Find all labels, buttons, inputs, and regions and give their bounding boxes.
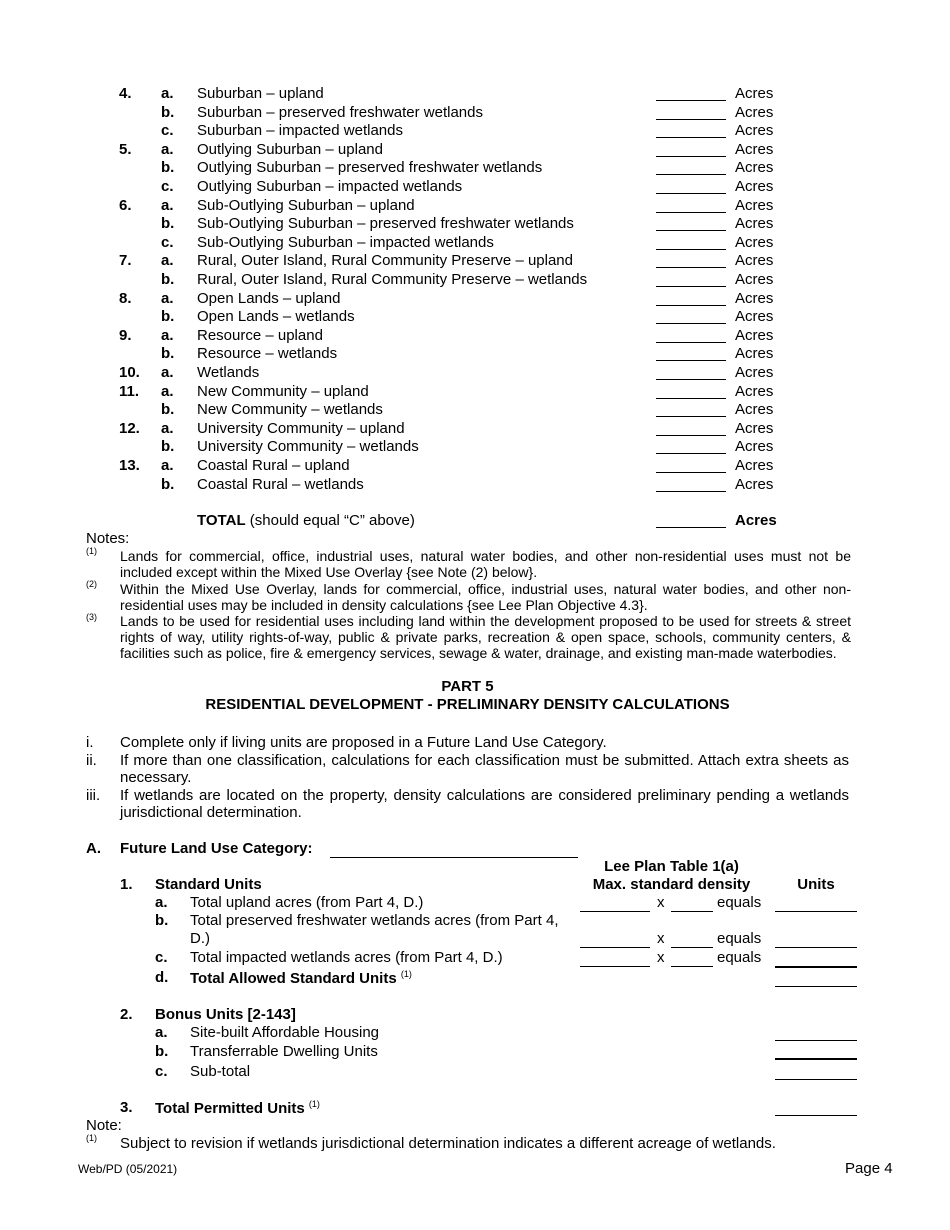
acreage-row [0,344,950,363]
row-letter: c. [161,178,174,195]
notes-heading: Notes: [86,530,130,547]
row-label: Outlying Suburban – preserved freshwater wetlands [197,159,543,177]
row-letter: a. [161,85,174,102]
footnote-marker: (1) [86,1133,97,1143]
row-number: 13. [119,457,140,474]
acres-input-field[interactable] [656,137,726,138]
row-letter: b. [161,271,175,288]
row-label: Rural, Outer Island, Rural Community Preserve – wetlands [197,271,588,288]
standard-a-density-field[interactable] [671,911,713,912]
standard-a-times: x [657,894,665,911]
acres-input-field[interactable] [656,267,726,268]
acreage-row [0,382,950,401]
acres-unit: Acres [735,308,774,326]
acreage-row [0,475,950,494]
note-1: Lands for commercial, office, industrial uses, natural water bodies, and other non-residential uses must not be included except within the Mixed Use Overlay {see Note (2) below}. [120,548,851,580]
standard-d-label: Total Allowed Standard Units $^{(1)}$ [190,969,412,987]
acres-unit: Acres [735,103,774,121]
row-label: Resource – wetlands [197,345,338,363]
note-2: Within the Mixed Use Overlay, lands for commercial, office, industrial uses, natural water bodies, and other non-residential uses may be included in density calculations {see Lee Plan Objective 4.3}. [120,581,851,613]
acres-input-field[interactable] [656,398,726,399]
row-letter: a. [161,419,174,437]
part-title: PART 5 [441,678,494,695]
acres-unit: Acres [735,215,774,233]
acres-unit: Acres [735,271,774,288]
acres-unit: Acres [735,159,774,177]
acreage-row [0,363,950,382]
acreage-row [0,84,950,103]
row-letter: a. [161,457,174,474]
total-label: TOTAL (should equal “C” above) [197,512,415,529]
acres-input-field[interactable] [656,360,726,361]
row-number: 4. [119,85,132,102]
acreage-row [0,251,950,270]
bonus-subtotal-field[interactable] [775,1079,857,1080]
row-label: New Community – wetlands [197,401,383,419]
row-number: 7. [119,252,132,270]
standard-b-times: x [657,930,665,947]
lee-plan-header-2: Max. standard density [592,876,751,893]
acres-input-field[interactable] [656,119,726,120]
bonus-a-label: Site-built Affordable Housing [190,1024,380,1041]
row-label: Coastal Rural – upland [197,457,350,474]
total-acres-field[interactable] [656,527,726,528]
acres-input-field[interactable] [656,379,726,380]
total-acres-unit: Acres [735,512,777,529]
row-number: 5. [119,140,132,158]
row-number: 10. [119,364,140,381]
row-label: Sub-Outlying Suburban – upland [197,196,415,214]
bonus-b-letter: b. [155,1043,169,1060]
row-number: 8. [119,289,132,307]
standard-b-units-field[interactable] [775,947,857,948]
row-letter: a. [161,140,174,158]
standard-a-letter: a. [155,894,168,911]
acres-unit: Acres [735,196,774,214]
total-permitted-field[interactable] [775,1115,857,1116]
total-permitted-num: 3. [120,1099,133,1116]
standard-c-label: Total impacted wetlands acres (from Part 4, D.) [190,949,503,966]
acres-input-field[interactable] [656,472,726,473]
acres-unit: Acres [735,457,774,474]
note-3-marker: (3) [86,612,97,622]
acreage-row [0,177,950,196]
row-letter: b. [161,159,175,177]
acres-unit: Acres [735,233,774,251]
total-permitted-label: Total Permitted Units $^{(1)}$ [155,1099,320,1117]
acres-input-field[interactable] [656,156,726,157]
acreage-row [0,196,950,215]
note-1-marker: (1) [86,546,97,556]
instruction-3-marker: iii. [86,787,101,804]
standard-d-letter: d. [155,969,169,986]
row-label: Suburban – impacted wetlands [197,122,403,140]
acreage-row [0,307,950,326]
standard-d-units-field[interactable] [775,986,857,987]
instruction-1-marker: i. [86,734,94,751]
standard-units-num: 1. [120,876,133,893]
units-header: Units [797,876,835,893]
bonus-b-units-field[interactable] [775,1058,857,1060]
standard-c-letter: c. [155,949,168,966]
row-label: Rural, Outer Island, Rural Community Preserve – upland [197,252,573,270]
row-letter: a. [161,326,174,344]
acres-input-field[interactable] [656,212,726,213]
standard-c-density-field[interactable] [671,966,713,967]
acres-input-field[interactable] [656,249,726,250]
acres-input-field[interactable] [656,491,726,492]
footer-page-number: Page 4 [845,1160,893,1177]
acreage-row [0,419,950,438]
acreage-row [0,326,950,345]
row-letter: a. [161,252,174,270]
row-number: 11. [119,382,140,400]
acreage-row [0,103,950,122]
standard-c-equals: equals [717,949,762,966]
lee-plan-header-1: Lee Plan Table 1(a) [604,858,739,875]
standard-a-equals: equals [717,894,762,911]
acres-unit: Acres [735,252,774,270]
acres-unit: Acres [735,326,774,344]
bonus-b-label: Transferrable Dwelling Units [190,1043,378,1060]
acres-input-field[interactable] [656,453,726,454]
acres-unit: Acres [735,345,774,363]
row-label: Sub-Outlying Suburban – impacted wetlands [197,233,494,251]
footnote-text: Subject to revision if wetlands jurisdictional determination indicates a different acreage of wetlands. [120,1135,776,1152]
part-subtitle: RESIDENTIAL DEVELOPMENT - PRELIMINARY DENSITY CALCULATIONS [205,696,730,713]
row-label: Wetlands [197,364,260,381]
row-label: Open Lands – wetlands [197,308,355,326]
bonus-c-label: Sub-total [190,1063,251,1080]
row-label: Sub-Outlying Suburban – preserved freshwater wetlands [197,215,574,233]
acreage-row [0,437,950,456]
standard-b-letter: b. [155,912,169,929]
note-2-marker: (2) [86,579,97,589]
row-label: University Community – wetlands [197,438,419,456]
acres-unit: Acres [735,382,774,400]
acres-input-field[interactable] [656,435,726,436]
row-letter: a. [161,382,174,400]
note-3: Lands to be used for residential uses including land within the development proposed to be used for streets & street rights of way, utility rights-of-way, public & private parks, recreation & open space, schools, community centers, & facilities such as police, fire & emergency services, sewage & water, drainage, and existing man-made waterbodies. [120,613,851,661]
acres-unit: Acres [735,419,774,437]
instruction-3: If wetlands are located on the property, density calculations are considered preliminary pending a wetlands jurisdictional determination. [120,787,849,821]
standard-b-density-field[interactable] [671,947,713,948]
row-number: 12. [119,419,140,437]
row-label: Suburban – preserved freshwater wetlands [197,103,483,121]
acres-unit: Acres [735,438,774,456]
row-label: Coastal Rural – wetlands [197,475,364,493]
row-letter: a. [161,289,174,307]
row-label: Outlying Suburban – impacted wetlands [197,178,463,195]
row-letter: a. [161,364,174,381]
row-letter: b. [161,308,175,326]
total-acres-row [0,511,950,530]
row-letter: c. [161,122,174,140]
bonus-units-label: Bonus Units [2-143] [155,1006,296,1023]
acres-input-field[interactable] [656,286,726,287]
acreage-row [0,233,950,252]
standard-b-acres-field[interactable] [580,947,650,948]
acres-unit: Acres [735,178,774,195]
acreage-row [0,140,950,159]
acres-input-field[interactable] [656,323,726,324]
standard-b-equals: equals [717,930,762,947]
row-label: Resource – upland [197,326,323,344]
acres-unit: Acres [735,85,774,102]
acreage-row [0,214,950,233]
acres-unit: Acres [735,401,774,419]
standard-c-units-field[interactable] [775,966,857,968]
acres-unit: Acres [735,140,774,158]
acreage-row [0,400,950,419]
instruction-2: If more than one classification, calculations for each classification must be submitted. Attach extra sheets as necessary. [120,752,849,786]
acres-unit: Acres [735,122,774,140]
row-label: Open Lands – upland [197,289,341,307]
acres-input-field[interactable] [656,100,726,101]
future-land-use-label: Future Land Use Category: [120,840,313,857]
bonus-c-letter: c. [155,1063,168,1080]
acres-unit: Acres [735,289,774,307]
row-letter: c. [161,233,174,251]
bonus-a-units-field[interactable] [775,1040,857,1041]
standard-b-label: Total preserved freshwater wetlands acres (from Part 4, D.) [190,912,559,947]
row-number: 9. [119,326,132,344]
acreage-row [0,121,950,140]
row-letter: b. [161,438,175,456]
acres-input-field[interactable] [656,342,726,343]
standard-units-label: Standard Units [155,876,262,893]
row-label: University Community – upland [197,419,405,437]
acres-input-field[interactable] [656,193,726,194]
row-letter: b. [161,215,175,233]
footer-form-id: Web/PD (05/2021) [78,1162,178,1176]
acres-input-field[interactable] [656,174,726,175]
row-label: New Community – upland [197,382,369,400]
row-number: 6. [119,196,132,214]
row-letter: b. [161,401,175,419]
section-a-letter: A. [86,840,101,857]
standard-c-times: x [657,949,665,966]
standard-a-units-field[interactable] [775,911,857,912]
row-letter: b. [161,475,175,493]
instruction-2-marker: ii. [86,752,97,769]
bonus-a-letter: a. [155,1024,168,1041]
acres-unit: Acres [735,475,774,493]
row-letter: a. [161,196,174,214]
row-letter: b. [161,103,175,121]
row-letter: b. [161,345,175,363]
standard-a-acres-field[interactable] [580,911,650,912]
row-label: Suburban – upland [197,85,324,102]
standard-a-label: Total upland acres (from Part 4, D.) [190,894,424,911]
row-label: Outlying Suburban – upland [197,140,383,158]
acreage-row [0,289,950,308]
acres-input-field[interactable] [656,230,726,231]
acres-unit: Acres [735,364,774,381]
future-land-use-field[interactable] [330,857,578,858]
acres-input-field[interactable] [656,416,726,417]
bonus-units-num: 2. [120,1006,133,1023]
acres-input-field[interactable] [656,305,726,306]
standard-c-acres-field[interactable] [580,966,650,967]
footnote-heading: Note: [86,1117,122,1134]
acreage-row [0,158,950,177]
acreage-row [0,456,950,475]
instruction-1: Complete only if living units are proposed in a Future Land Use Category. [120,734,607,751]
acreage-row [0,270,950,289]
